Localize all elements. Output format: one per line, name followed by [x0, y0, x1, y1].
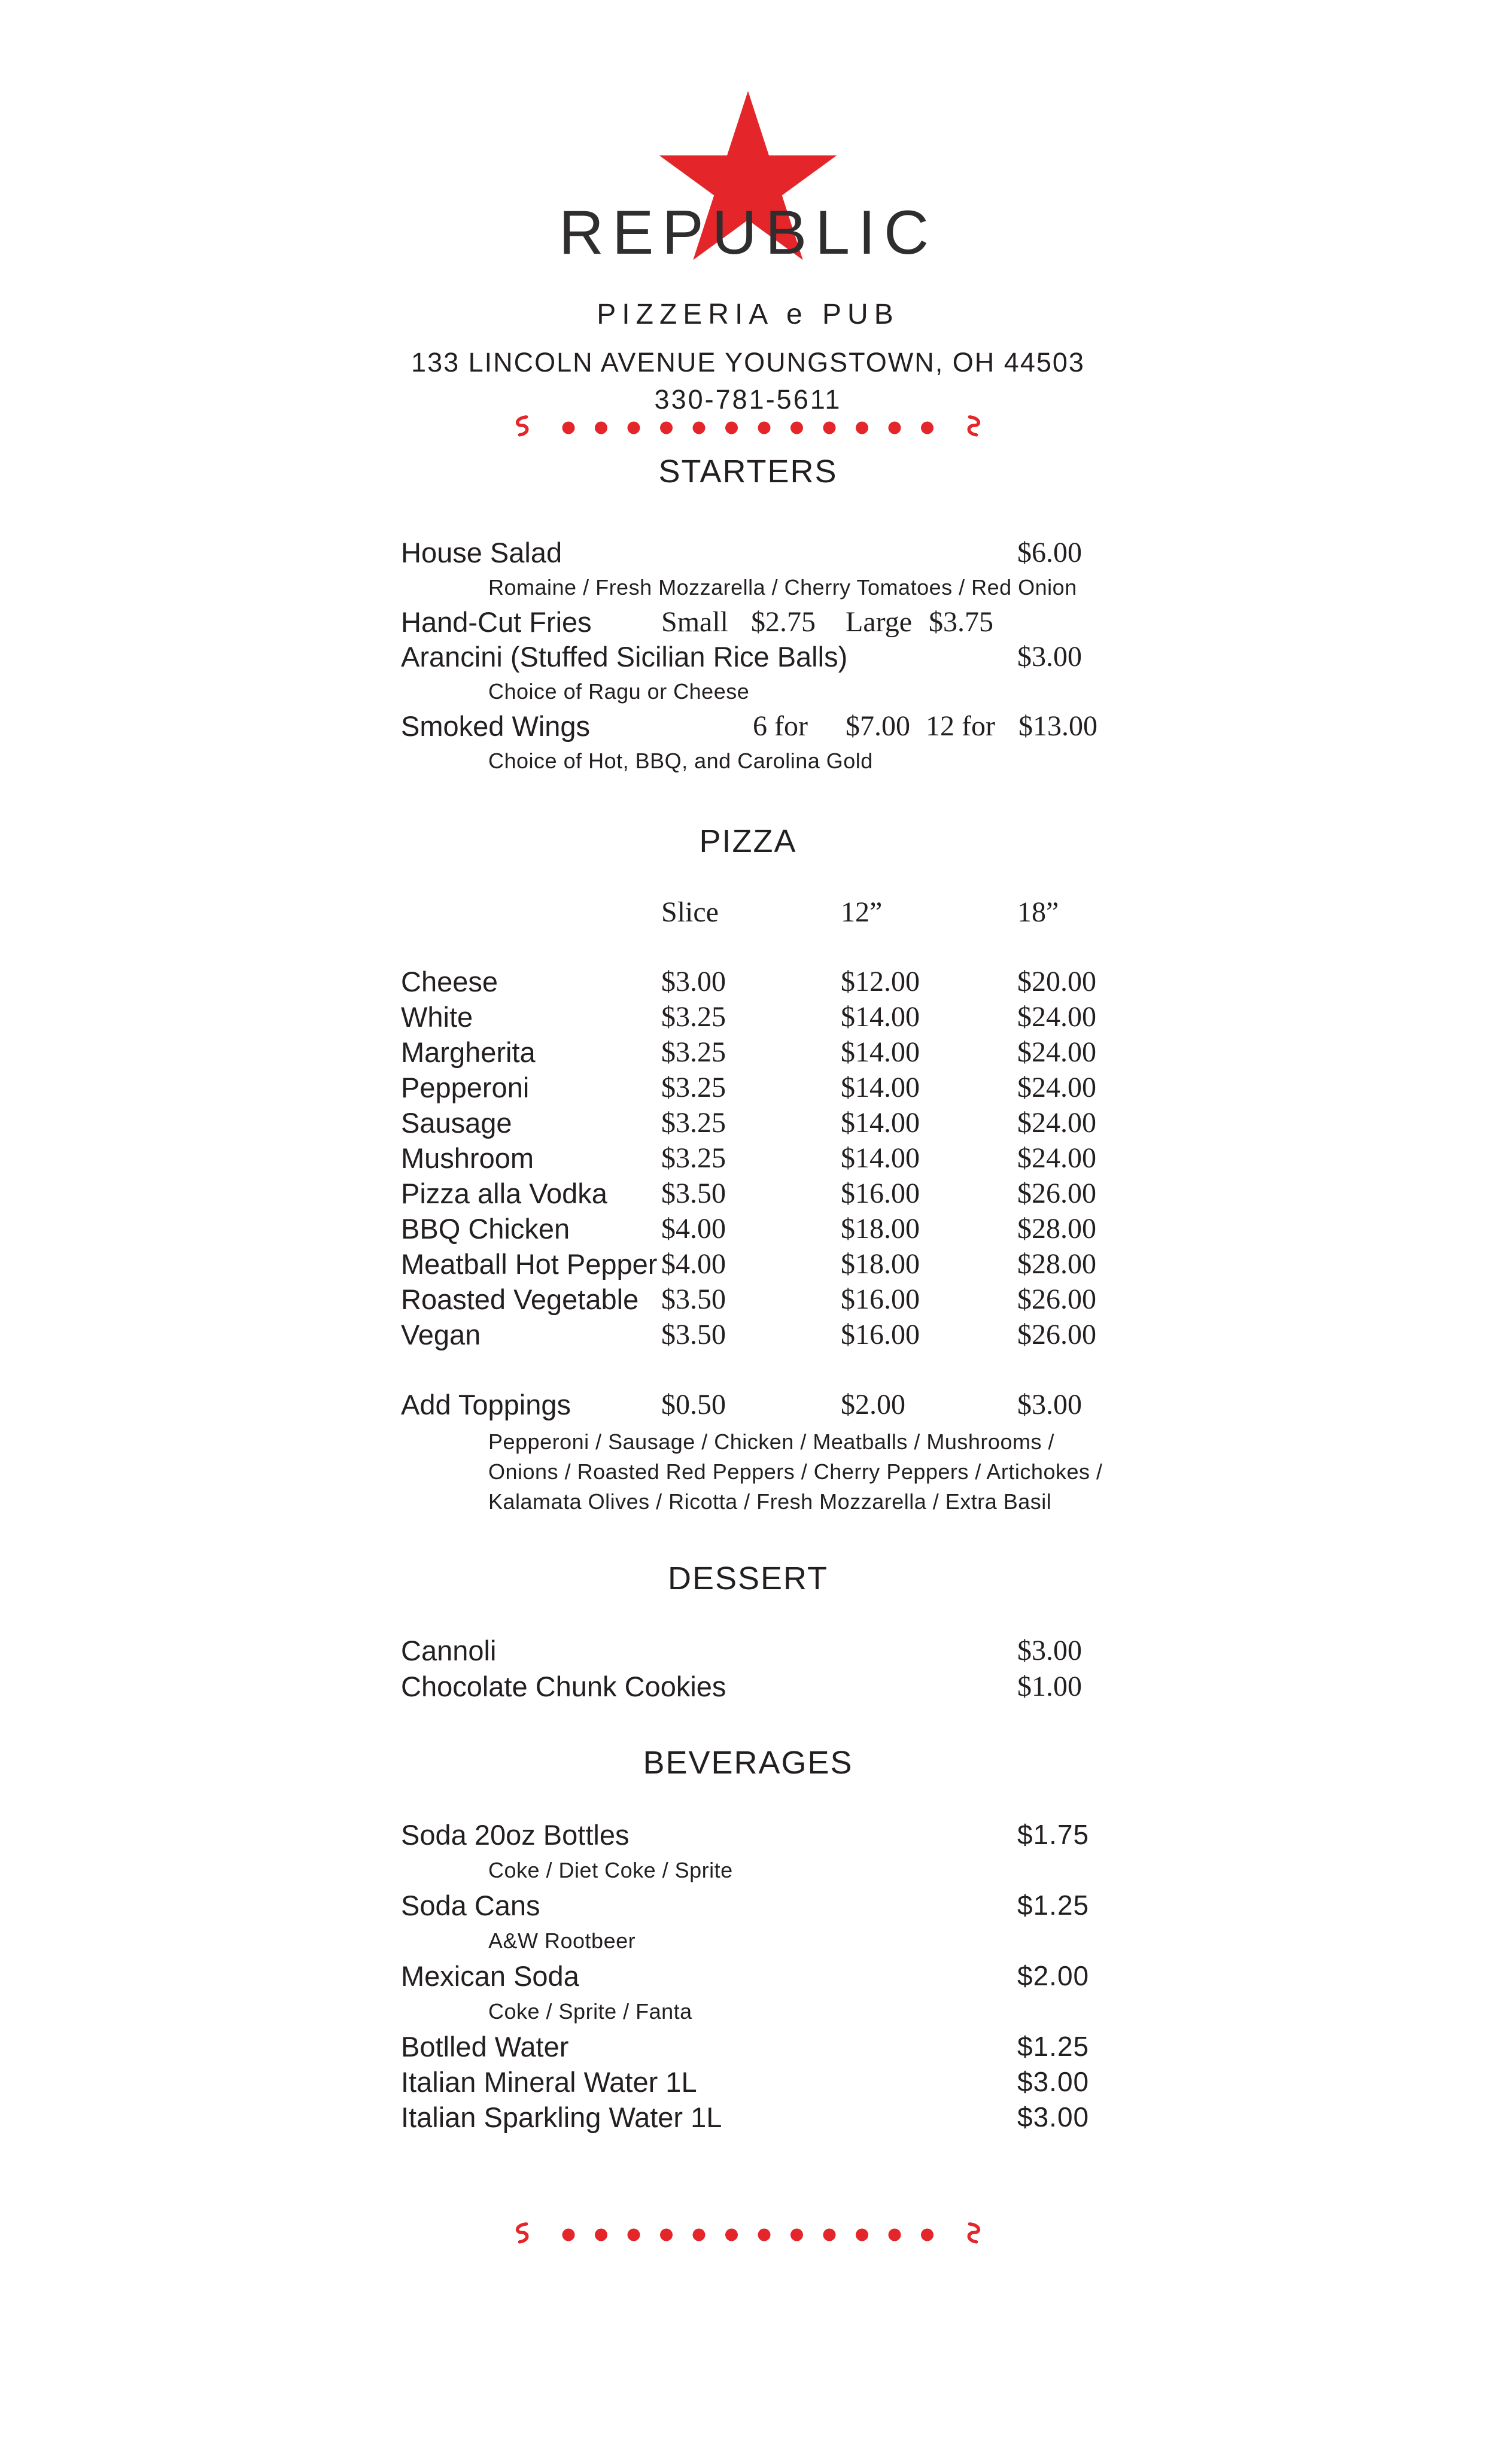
price-18in: $20.00: [1017, 966, 1096, 997]
pizza-column-headers: [401, 895, 1095, 930]
quantity-label: 6 for: [753, 710, 808, 742]
pizza-name: Meatball Hot Pepper: [401, 1248, 658, 1280]
price-slice: $3.25: [661, 1036, 726, 1068]
pizza-name: Margherita: [401, 1036, 536, 1068]
section-title-dessert: DESSERT: [667, 1560, 829, 1596]
pizza-name: Pepperoni: [401, 1072, 530, 1103]
menu-item-row: [401, 2029, 1095, 2064]
item-name: Smoked Wings: [401, 710, 591, 742]
section-beverages: [401, 1745, 1095, 2135]
price-12in: $16.00: [841, 1178, 920, 1209]
section-dessert: [401, 1560, 1095, 1705]
menu-item-row: [401, 605, 1095, 640]
pizza-name: Vegan: [401, 1319, 481, 1350]
item-name: Arancini (Stuffed Sicilian Rice Balls): [401, 641, 848, 673]
price-18in: $24.00: [1017, 1142, 1096, 1174]
pizza-row: [401, 999, 1095, 1035]
brand-address: 133 LINCOLN AVENUE YOUNGSTOWN, OH 44503: [411, 347, 1085, 378]
pizza-name: Sausage: [401, 1107, 512, 1139]
pizza-name: Roasted Vegetable: [401, 1283, 639, 1315]
item-description: A&W Rootbeer: [488, 1928, 636, 1953]
item-name: Mexican Soda: [401, 1960, 579, 1992]
section-title-beverages: BEVERAGES: [643, 1745, 853, 1781]
add-toppings-row: [401, 1387, 1095, 1422]
price-slice: $3.25: [661, 1001, 726, 1033]
item-name: Hand-Cut Fries: [401, 606, 592, 638]
pizza-row: [401, 1211, 1095, 1246]
price-18in: $28.00: [1017, 1213, 1096, 1245]
section-title-starters: STARTERS: [658, 454, 838, 489]
quantity-label: 12 for: [926, 710, 995, 742]
item-name: Soda 20oz Bottles: [401, 1819, 630, 1851]
item-name: Italian Sparkling Water 1L: [401, 2101, 722, 2133]
item-price: $1.25: [1017, 1890, 1090, 1921]
menu-item-row: [401, 1633, 1095, 1669]
item-price: $3.00: [1017, 2066, 1090, 2097]
menu-item-row: [401, 709, 1095, 744]
size-label: Small: [661, 606, 729, 638]
price-slice: $3.50: [661, 1319, 726, 1350]
price-18in: $24.00: [1017, 1036, 1096, 1068]
price-12in: $14.00: [841, 1001, 920, 1033]
menu-item-row: [401, 2100, 1095, 2135]
price-18in: $26.00: [1017, 1283, 1096, 1315]
menu-item-row: [401, 1669, 1095, 1705]
price-slice: $4.00: [661, 1248, 726, 1280]
toppings-list-line: Onions / Roasted Red Peppers / Cherry Peppers / Artichokes /: [488, 1459, 1103, 1484]
brand-phone: 330-781-5611: [654, 384, 842, 415]
pizza-row: [401, 1317, 1095, 1352]
item-description: Choice of Hot, BBQ, and Carolina Gold: [488, 749, 873, 773]
price-12in: $18.00: [841, 1213, 920, 1245]
price-12in: $12.00: [841, 966, 920, 997]
section-title-pizza: PIZZA: [699, 823, 797, 859]
pizza-row: [401, 1246, 1095, 1282]
item-name: Add Toppings: [401, 1389, 571, 1420]
price-12in: $2.00: [841, 1389, 905, 1420]
item-name: Soda Cans: [401, 1890, 540, 1921]
price-18in: $3.00: [1017, 1389, 1082, 1420]
item-price: $3.00: [1017, 641, 1082, 673]
item-price: $1.00: [1017, 1671, 1082, 1702]
price-18in: $28.00: [1017, 1248, 1096, 1280]
price-18in: $24.00: [1017, 1072, 1096, 1103]
section-pizza: [401, 823, 1103, 1517]
column-header-slice: Slice: [661, 896, 719, 928]
price-slice: $3.00: [661, 966, 726, 997]
section-starters: [401, 454, 1095, 778]
item-price: $2.75: [751, 606, 816, 638]
item-price: $3.75: [929, 606, 993, 638]
item-description: Coke / Sprite / Fanta: [488, 1999, 692, 2024]
item-name: Cannoli: [401, 1635, 497, 1666]
item-price: $1.75: [1017, 1819, 1090, 1850]
item-price: $7.00: [846, 710, 910, 742]
item-name: Botlled Water: [401, 2031, 569, 2063]
dotted-divider: [509, 414, 987, 442]
pizza-row: [401, 964, 1095, 999]
pizza-row: [401, 1035, 1095, 1070]
price-18in: $24.00: [1017, 1001, 1096, 1033]
menu-item-row: [401, 640, 1095, 674]
price-slice: $4.00: [661, 1213, 726, 1245]
price-12in: $14.00: [841, 1107, 920, 1139]
pizza-row: [401, 1282, 1095, 1317]
pizza-row: [401, 1070, 1095, 1105]
price-slice: $3.25: [661, 1142, 726, 1174]
column-header-12in: 12”: [841, 896, 883, 928]
price-slice: $0.50: [661, 1389, 726, 1420]
price-12in: $18.00: [841, 1248, 920, 1280]
menu-item-row: [401, 1958, 1095, 1994]
menu-item-row: [401, 1888, 1095, 1923]
item-price: $1.25: [1017, 2031, 1090, 2062]
price-18in: $26.00: [1017, 1178, 1096, 1209]
dotted-divider: [509, 2221, 987, 2249]
item-description: Romaine / Fresh Mozzarella / Cherry Tomatoes / Red Onion: [488, 575, 1077, 600]
price-18in: $26.00: [1017, 1319, 1096, 1350]
price-12in: $14.00: [841, 1142, 920, 1174]
item-name: Chocolate Chunk Cookies: [401, 1671, 726, 1702]
size-label: Large: [846, 606, 913, 638]
price-12in: $16.00: [841, 1283, 920, 1315]
price-12in: $14.00: [841, 1036, 920, 1068]
price-12in: $14.00: [841, 1072, 920, 1103]
item-price: $3.00: [1017, 1635, 1082, 1666]
item-description: Choice of Ragu or Cheese: [488, 679, 750, 704]
price-18in: $24.00: [1017, 1107, 1096, 1139]
price-slice: $3.25: [661, 1107, 726, 1139]
brand-name: REPUBLIC: [558, 198, 938, 267]
item-price: $2.00: [1017, 1960, 1090, 1991]
item-name: House Salad: [401, 537, 562, 568]
price-slice: $3.50: [661, 1283, 726, 1315]
pizza-row: [401, 1140, 1095, 1176]
item-description: Coke / Diet Coke / Sprite: [488, 1858, 733, 1882]
column-header-18in: 18”: [1017, 896, 1059, 928]
toppings-list-line: Kalamata Olives / Ricotta / Fresh Mozzarella / Extra Basil: [488, 1489, 1052, 1514]
toppings-list-line: Pepperoni / Sausage / Chicken / Meatballs / Mushrooms /: [488, 1429, 1054, 1454]
menu-item-row: [401, 536, 1095, 570]
price-slice: $3.50: [661, 1178, 726, 1209]
pizza-name: Mushroom: [401, 1142, 534, 1174]
price-slice: $3.25: [661, 1072, 726, 1103]
pizza-name: Cheese: [401, 966, 498, 997]
brand-tagline: PIZZERIA e PUB: [597, 299, 899, 330]
item-name: Italian Mineral Water 1L: [401, 2066, 697, 2098]
pizza-name: BBQ Chicken: [401, 1213, 570, 1245]
menu-item-row: [401, 2064, 1095, 2100]
pizza-row: [401, 1105, 1095, 1140]
price-12in: $16.00: [841, 1319, 920, 1350]
pizza-name: Pizza alla Vodka: [401, 1178, 607, 1209]
pizza-row: [401, 1176, 1095, 1211]
item-price: $3.00: [1017, 2101, 1090, 2133]
item-price: $13.00: [1018, 710, 1097, 742]
pizza-name: White: [401, 1001, 473, 1033]
menu-item-row: [401, 1817, 1095, 1852]
item-price: $6.00: [1017, 537, 1082, 568]
